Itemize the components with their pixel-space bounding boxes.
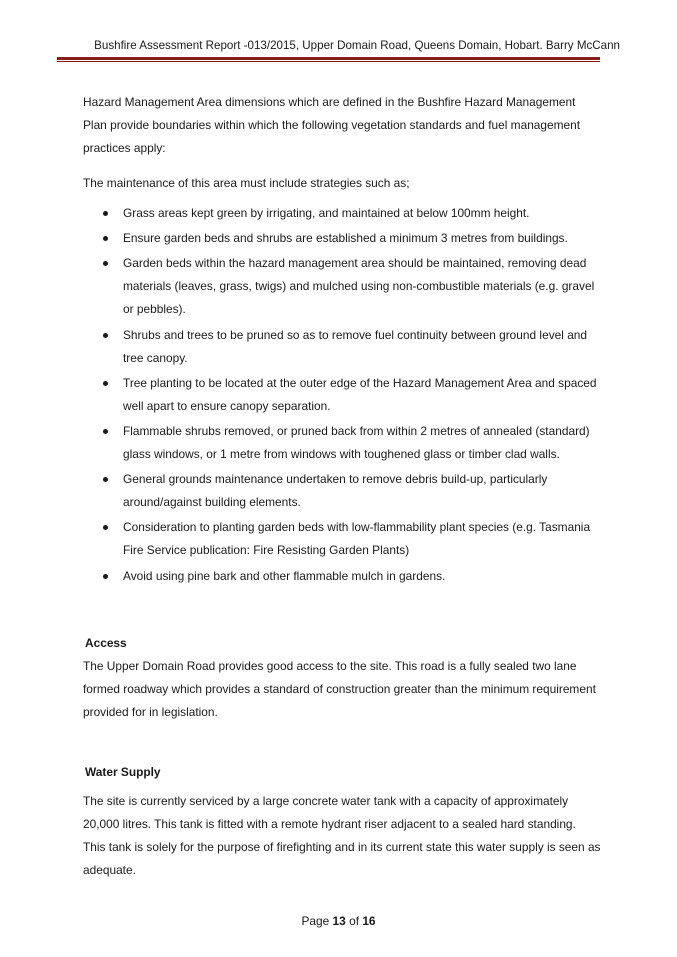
intro-paragraph: Hazard Management Area dimensions which are defined in the Bushfire Hazard Management Plan provide boundaries within which the following vegetation standards and fuel management practices apply: (83, 95, 581, 155)
access-heading: Access (85, 636, 127, 650)
list-item (83, 202, 603, 225)
header-rule-thin (57, 61, 600, 62)
water-supply-heading: Water Supply (85, 765, 161, 779)
strategies-list (83, 202, 603, 590)
list-item (83, 324, 603, 370)
page-number: 13 (332, 914, 346, 928)
list-item-text: Tree planting to be located at the outer edge of the Hazard Management Area and spaced well apart to ensure canopy separation. (123, 375, 597, 413)
bullet-icon (103, 429, 108, 434)
access-paragraph: The Upper Domain Road provides good access to the site. This road is a fully sealed two lane formed roadway which provides a standard of construction greater than the minimum requirement provided for in legislation. (83, 659, 596, 719)
of-word: of (349, 914, 359, 928)
bullet-icon (103, 261, 108, 266)
bullet-icon (103, 333, 108, 338)
list-item (83, 468, 603, 514)
list-item (83, 227, 603, 250)
list-item-text: Avoid using pine bark and other flammable mulch in gardens. (123, 568, 446, 583)
list-item (83, 372, 603, 418)
bullet-icon (103, 236, 108, 241)
water-supply-paragraph: The site is currently serviced by a large concrete water tank with a capacity of approximately 20,000 litres. This tank is fitted with a remote hydrant riser adjacent to a sealed hard standing. This tank is solely for the purpose of firefighting and in its current state this water supply is seen as adequate. (83, 794, 601, 877)
list-item-text: Shrubs and trees to be pruned so as to remove fuel continuity between ground level and tree canopy. (123, 327, 588, 365)
bullet-icon (103, 525, 108, 530)
page-word: Page (301, 914, 330, 928)
list-item-text: General grounds maintenance undertaken to remove debris build-up, particularly around/against building elements. (123, 472, 548, 510)
bullet-icon (103, 477, 108, 482)
list-item (83, 252, 603, 321)
page-total: 16 (362, 914, 376, 928)
list-item-text: Flammable shrubs removed, or pruned back from within 2 metres of annealed (standard) glass windows, or 1 metre from windows with toughened glass or timber clad walls. (123, 423, 590, 461)
bullet-icon (103, 211, 108, 216)
list-item-text: Grass areas kept green by irrigating, and maintained at below 100mm height. (123, 206, 530, 220)
bullet-icon (103, 381, 108, 386)
page-header: Bushfire Assessment Report -013/2015, Upper Domain Road, Queens Domain, Hobart. Barry McCann (94, 39, 620, 52)
list-item-text: Ensure garden beds and shrubs are established a minimum 3 metres from buildings. (123, 231, 568, 246)
bullet-icon (103, 574, 108, 579)
list-item (83, 565, 603, 588)
page-footer (0, 913, 677, 929)
strategies-lead: The maintenance of this area must include strategies such as; (83, 176, 410, 190)
list-item (83, 516, 603, 562)
list-item-text: Consideration to planting garden beds with low-flammability plant species (e.g. Tasmania Fire Service publication: Fire Resisting Garden Plants) (123, 520, 591, 558)
list-item-text: Garden beds within the hazard management area should be maintained, removing dead materials (leaves, grass, twigs) and mulched using non-combustible materials (e.g. gravel or pebbles). (123, 256, 595, 317)
list-item (83, 420, 603, 466)
header-rule-thick (57, 57, 600, 60)
